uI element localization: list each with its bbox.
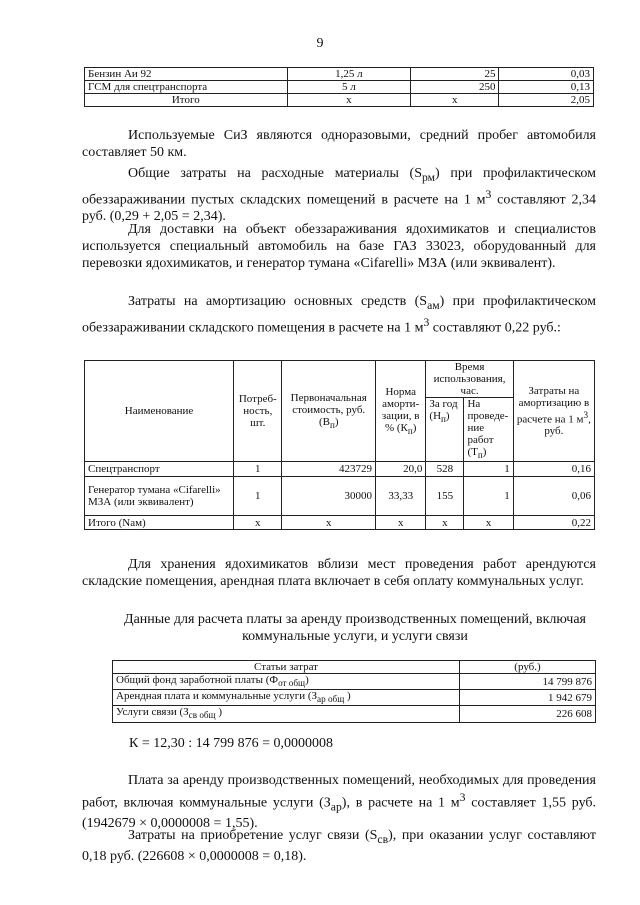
table-cell: Спецтранспорт (85, 462, 234, 477)
table-row (113, 674, 596, 690)
table-cell: Итого (85, 94, 288, 107)
text: Общие затраты на расходные материалы (S (128, 166, 422, 181)
table-cell: х (234, 516, 282, 530)
table-cell (113, 690, 460, 706)
subscript: от общ (278, 678, 306, 689)
table-cell: 30000 (282, 477, 376, 516)
table-cell: Генератор тумана «Cifarelli» МЗА (или эквивалент) (85, 477, 234, 516)
table-cell: 2,05 (499, 94, 594, 107)
subscript: ам (427, 298, 440, 312)
table-cell: 1 (234, 462, 282, 477)
text: ) (344, 690, 351, 703)
section-heading: Данные для расчета платы за аренду производственных помещений, включая коммунальные услуги, и услуги связи (124, 612, 586, 644)
table-cell: х (411, 94, 499, 107)
text: составляют 0,22 руб.: (429, 320, 561, 336)
text: На проведе-ние работ (Т (467, 398, 509, 458)
subscript: св общ (188, 710, 216, 721)
superscript: 3 (485, 187, 492, 201)
text: За год (Н (429, 398, 458, 422)
table-cell (113, 706, 460, 722)
text: Арендная плата и коммунальные услуги (З (116, 690, 318, 703)
text: Затраты на амортизацию в расчете на 1 м (516, 384, 590, 426)
text: ), в расчете на 1 м (341, 795, 460, 811)
table-header-row (113, 661, 596, 674)
table-cell (113, 674, 460, 690)
paragraph-amortization (82, 293, 596, 336)
text: Первоначальная стоимость, руб. (В (290, 391, 367, 428)
subscript: п (407, 425, 413, 436)
table-cell: х (426, 516, 464, 530)
table-cell: 250 (411, 81, 499, 94)
table-cell: 0,22 (513, 516, 594, 530)
superscript: 3 (583, 409, 589, 420)
paragraph-communication-cost (82, 827, 596, 865)
text: составляют 2,34 руб. (0,29 + 2,05 = 2,34). (82, 192, 596, 225)
subscript: п (441, 414, 446, 425)
superscript: 3 (459, 791, 466, 804)
header-norm: Норма аморти-зации, в % $(К_п)$ (376, 361, 426, 462)
header-work: На проведе-ние работ $(Т_п)$ (464, 398, 513, 462)
table-cell: 25 (411, 68, 499, 81)
table-row (85, 81, 594, 94)
header-rub: (руб.) (460, 661, 596, 674)
text: составляет 1,55 руб. (1942679 × 0,0000008 = 1,55). (82, 795, 597, 832)
table-row (85, 477, 595, 516)
text: Затраты на амортизацию основных средств (S (128, 294, 428, 309)
text: ), при оказании услуг составляют 0,18 руб. (226608 × 0,0000008 = 0,18). (82, 828, 596, 864)
rent-data-table (112, 660, 596, 723)
table-row (85, 516, 595, 530)
subscript: рм (421, 170, 436, 184)
table-row (113, 690, 596, 706)
page-number: 9 (316, 36, 324, 51)
fuel-cost-table (84, 67, 594, 107)
superscript: 3 (423, 315, 430, 329)
table-cell: 1 (464, 477, 513, 516)
table-cell: 1 942 679 (460, 690, 596, 706)
text: Плата за аренду производственных помещений, необходимых для проведения работ, включая коммунальные услуги (З (82, 773, 596, 811)
text: ) (305, 674, 309, 686)
subscript: ар общ (317, 694, 345, 705)
table-row (85, 462, 595, 477)
text: ) при профилактическом обеззараживании пустых складских помещений в расчете на 1 м (82, 166, 596, 208)
paragraph-rent-cost (82, 772, 596, 832)
table-cell: 528 (426, 462, 464, 477)
header-year: За год $(Н_п)$ (426, 398, 464, 462)
table-cell: 5 л (287, 81, 411, 94)
text: Общий фонд заработной платы (Ф (116, 674, 279, 686)
table-cell: х (464, 516, 513, 530)
table-row (113, 706, 596, 722)
subscript: п (477, 450, 483, 461)
table-cell: х (287, 94, 411, 107)
text: , руб. (544, 413, 591, 438)
header-cost: Первоначальная стоимость, руб. $(В_п)$ (282, 361, 376, 462)
table-row (85, 94, 594, 107)
formula: К = 12,30 : 14 799 876 = 0,0000008 (129, 736, 334, 751)
paragraph-storage: Для хранения ядохимикатов вблизи мест проведения работ арендуются складские помещения, арендная плата включает в себя оплату коммунальных услуг. (82, 557, 596, 589)
text: ) (215, 706, 223, 719)
text: ) при профилактическом обеззараживании складского помещения в расчете на 1 м (82, 294, 596, 336)
subscript: п (329, 419, 335, 430)
header-need: Потреб-ность, шт. (234, 361, 282, 462)
table-cell: 0,06 (513, 477, 594, 516)
paragraph-delivery: Для доставки на объект обеззараживания ядохимикатов и специалистов используется специальный автомобиль на базе ГАЗ 33023, оборудованный для перевозки ядохимикатов, и генератор тумана «Cifarelli» МЗА (или эквивалент). (82, 222, 596, 271)
table-cell: 14 799 876 (460, 674, 596, 690)
table-cell: 1,25 л (287, 68, 411, 81)
paragraph-materials-cost (82, 165, 596, 225)
table-cell: х (376, 516, 426, 530)
table-cell: Бензин Аи 92 (85, 68, 288, 81)
table-cell: 20,0 (376, 462, 426, 477)
table-cell: 33,33 (376, 477, 426, 516)
table-cell: 1 (234, 477, 282, 516)
text: Норма аморти-зации, в % (К (381, 385, 420, 434)
table-cell: 0,16 (513, 462, 594, 477)
text: Затраты на приобретение услуг связи (S (128, 828, 378, 843)
table-cell: 0,13 (499, 81, 594, 94)
table-cell: 0,03 (499, 68, 594, 81)
subscript: св (377, 832, 389, 846)
table-cell: Итого (Nам) (85, 516, 234, 530)
table-cell: 1 (464, 462, 513, 477)
table-header-row (85, 361, 595, 398)
header-name: Наименование (85, 361, 234, 462)
table-cell: 226 608 (460, 706, 596, 722)
text: Услуги связи (З (116, 706, 189, 719)
table-cell: х (282, 516, 376, 530)
subscript: ар (330, 800, 342, 814)
table-cell: ГСМ для спецтранспорта (85, 81, 288, 94)
table-cell: 155 (426, 477, 464, 516)
paragraph-ppe: Используемые СиЗ являются одноразовыми, средний пробег автомобиля составляет 50 км. (82, 128, 596, 160)
header-time: Время использования, час. (426, 361, 513, 398)
header-per-m3 (513, 361, 594, 462)
header-cost-items: Статьи затрат (113, 661, 460, 674)
table-row (85, 68, 594, 81)
amortization-table (84, 360, 595, 530)
table-cell: 423729 (282, 462, 376, 477)
